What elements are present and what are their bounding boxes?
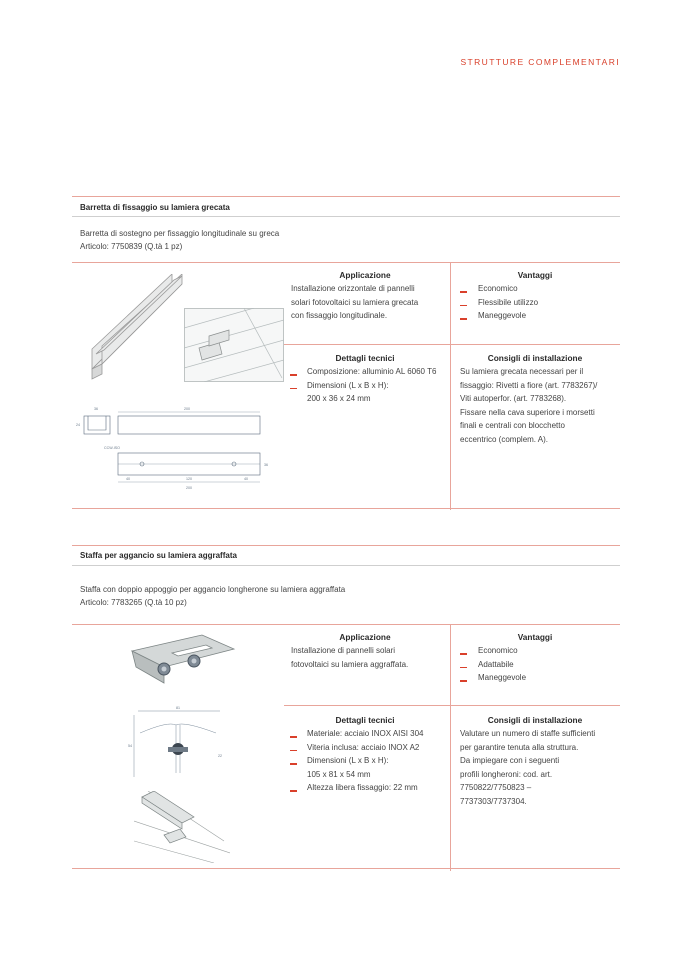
list-item: Economico — [460, 282, 615, 296]
applicazione-text: Installazione di pannelli solari fotovoltaici su lamiera aggraffata. — [291, 646, 409, 669]
list-item: Maneggevole — [460, 671, 615, 685]
vantaggi-title: Vantaggi — [517, 270, 553, 280]
drawing-label: 200 — [184, 407, 190, 411]
list-item: Adattabile — [460, 658, 615, 672]
vantaggi-list — [460, 282, 615, 323]
list-item: Flessibile utilizzo — [460, 296, 615, 310]
dettagli-list: Composizione: alluminio AL 6060 T6 Dimensioni (L x B x H): 200 x 36 x 24 mm — [290, 365, 450, 406]
bracket-installation-image — [134, 791, 230, 863]
product-title: Barretta di fissaggio su lamiera grecata — [80, 203, 230, 212]
consigli-text: Su lamiera grecata necessari per il fissaggio: Rivetti a fiore (art. 7783267)/ Viti autoperfor. (art. 7783268). Fissare nella cava superiore i morsetti finali e centrali con blocchetto eccentrico (complem. A). — [460, 367, 598, 444]
drawing-label: 54 — [128, 744, 132, 748]
drawing-label: CCW-ISO — [104, 446, 120, 450]
list-item: Maneggevole — [460, 309, 615, 323]
consigli-text: Valutare un numero di staffe sufficienti per garantire tenuta alla struttura. Da impiegare con i seguenti profili longheroni: cod. art. 7750822/7750823 – 7737303/7737304. — [460, 729, 596, 806]
drawing-label: 40 — [126, 477, 130, 481]
product-section-1 — [72, 196, 620, 510]
drawing-label: 22 — [218, 754, 222, 758]
section-label: STRUTTURE COMPLEMENTARI — [460, 57, 620, 67]
installation-detail-image — [184, 308, 284, 382]
drawing-label: 24 — [76, 423, 80, 427]
product-section-2 — [72, 545, 620, 871]
applicazione-title: Applicazione — [339, 270, 391, 280]
list-item: Altezza libera fissaggio: 22 mm — [290, 781, 450, 795]
list-item: Economico — [460, 644, 615, 658]
article-code: Articolo: 7783265 (Q.tà 10 pz) — [80, 598, 187, 607]
vantaggi-list — [460, 644, 615, 685]
dettagli-title: Dettagli tecnici — [335, 715, 395, 725]
product-description: Staffa con doppio appoggio per aggancio longherone su lamiera aggraffata Articolo: 7783265 (Q.tà 10 pz) — [80, 585, 346, 607]
list-item: Viteria inclusa: acciaio INOX A2 — [290, 741, 450, 755]
product-description: Barretta di sostegno per fissaggio longitudinale su greca Articolo: 7750839 (Q.tà 1 pz) — [80, 229, 280, 251]
applicazione-text: Installazione orizzontale di pannelli solari fotovoltaici su lamiera grecata con fissaggio longitudinale. — [291, 284, 419, 321]
article-code: Articolo: 7750839 (Q.tà 1 pz) — [80, 242, 183, 251]
profile-bar-image — [82, 274, 192, 382]
drawing-label: 120 — [186, 477, 192, 481]
bracket-image — [122, 631, 242, 695]
consigli-title: Consigli di installazione — [487, 715, 583, 725]
technical-drawing — [74, 402, 270, 494]
list-item: Dimensioni (L x B x H): — [290, 754, 450, 768]
dettagli-title: Dettagli tecnici — [335, 353, 395, 363]
applicazione-title: Applicazione — [339, 632, 391, 642]
drawing-label: 36 — [94, 407, 98, 411]
consigli-title: Consigli di installazione — [487, 353, 583, 363]
drawing-label: 40 — [244, 477, 248, 481]
list-item: Dimensioni (L x B x H): — [290, 379, 450, 393]
dettagli-list: Materiale: acciaio INOX AISI 304 Viteria inclusa: acciaio INOX A2 Dimensioni (L x B x H): 105 x 81 x 54 mm Altezza libera fissaggio: 22 mm — [290, 727, 450, 795]
list-item: Materiale: acciaio INOX AISI 304 — [290, 727, 450, 741]
bracket-technical-drawing — [128, 703, 228, 783]
vantaggi-title: Vantaggi — [517, 632, 553, 642]
drawing-label: 36 — [264, 463, 268, 467]
drawing-label: 81 — [176, 706, 180, 710]
product-title: Staffa per aggancio su lamiera aggraffata — [80, 551, 237, 560]
drawing-label: 200 — [186, 486, 192, 490]
list-item: Composizione: alluminio AL 6060 T6 — [290, 365, 450, 379]
